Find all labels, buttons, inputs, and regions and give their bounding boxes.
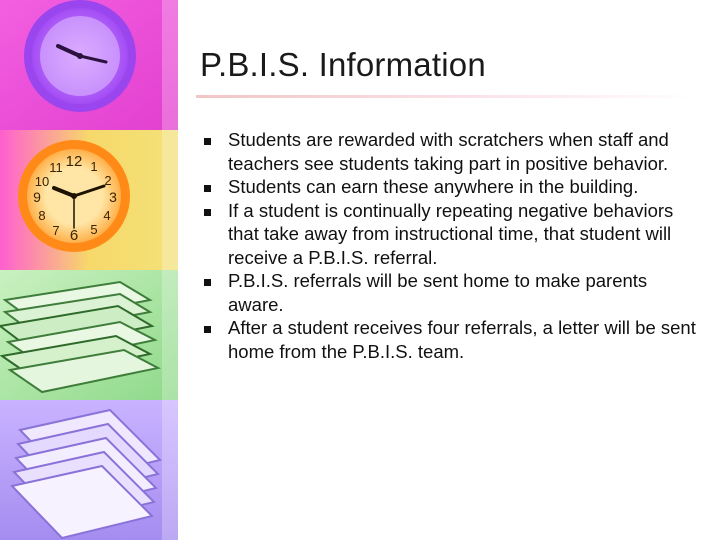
bullet-item	[204, 269, 704, 316]
decorative-side-panel	[0, 0, 178, 540]
square-bullet-icon	[204, 279, 211, 286]
clock-numeral-3: 3	[109, 189, 117, 205]
bullet-item	[204, 128, 704, 175]
square-bullet-icon	[204, 185, 211, 192]
bullet-text: Students are rewarded with scratchers when staff and teachers see students taking part in positive behavior.	[228, 129, 669, 174]
slide-title: P.B.I.S. Information	[200, 46, 486, 83]
clock-numeral-6: 6	[69, 227, 79, 244]
bullet-text: Students can earn these anywhere in the building.	[228, 176, 639, 197]
clock-numeral-2: 2	[104, 173, 112, 188]
clock-numeral-4: 4	[103, 208, 111, 223]
bullet-item	[204, 316, 704, 363]
purple-clock-icon	[24, 0, 136, 112]
clock-numeral-11: 11	[49, 160, 63, 175]
square-bullet-icon	[204, 138, 211, 145]
bullet-item	[204, 175, 704, 199]
clock-numeral-9: 9	[33, 189, 41, 205]
bullet-list	[204, 128, 704, 363]
side-panel-illustration	[0, 0, 178, 540]
clock-numeral-1: 1	[90, 159, 98, 174]
bullet-item	[204, 199, 704, 270]
bullet-text: After a student receives four referrals, a letter will be sent home from the P.B.I.S. team.	[228, 317, 696, 362]
bullet-text: P.B.I.S. referrals will be sent home to make parents aware.	[228, 270, 648, 315]
clock-numeral-5: 5	[90, 222, 98, 237]
clock-numeral-12: 12	[65, 153, 83, 170]
square-bullet-icon	[204, 209, 211, 216]
orange-clock-icon	[18, 140, 130, 252]
title-underline	[196, 95, 696, 98]
square-bullet-icon	[204, 326, 211, 333]
clock-numeral-8: 8	[38, 208, 46, 223]
bullet-text: If a student is continually repeating negative behaviors that take away from instructional time, that student will receive a P.B.I.S. referral.	[228, 199, 674, 268]
clock-numeral-10: 10	[34, 174, 50, 189]
clock-numeral-7: 7	[52, 223, 60, 238]
